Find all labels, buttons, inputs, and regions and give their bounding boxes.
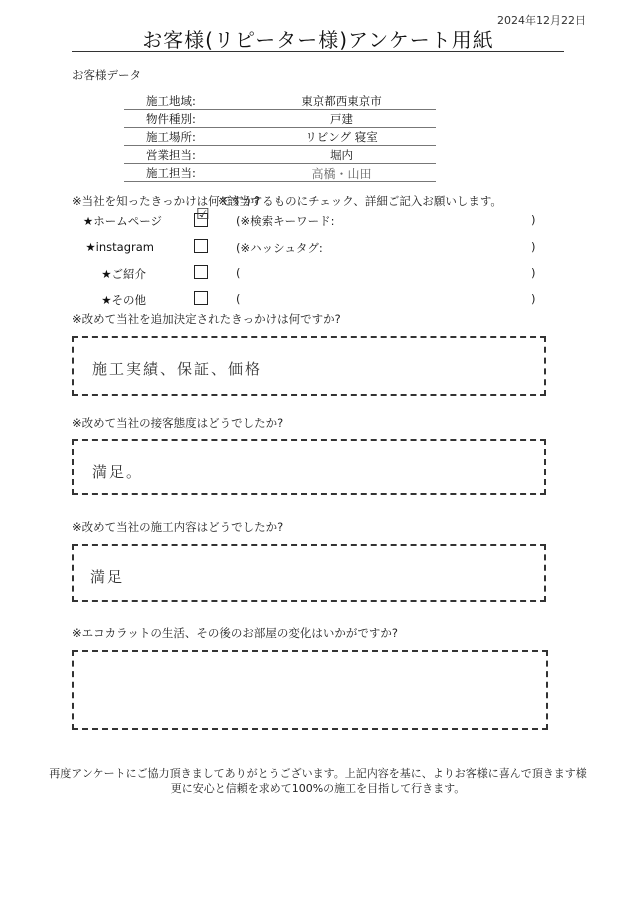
checkmark-icon: ☑ [196,205,210,223]
info-label: 施工担当: [146,166,196,180]
info-value: 戸建 [330,112,353,126]
info-label: 物件種別: [146,112,196,126]
footer-message-line1: 再度アンケートにご協力頂きましてありがとうございます。上記内容を基に、よりお客様に喜んで頂きます様 [49,767,587,780]
info-label: 施工場所: [146,130,196,144]
info-value-handwritten: 高橋・山田 [311,167,372,181]
q4-answer-text: 満足 [90,568,125,586]
customer-info-row-place [124,128,436,146]
option-close-paren: ) [531,213,536,227]
option-detail-homepage: (※検索キーワード: [236,214,335,228]
q1-note: ※該当するものにチェック、詳細ご記入お願いします。 [218,194,502,208]
customer-info-row-sales [124,146,436,164]
info-label: 営業担当: [146,148,196,162]
footer-message-line2: 更に安心と信頼を求めて100%の施工を目指して行きます。 [170,782,466,795]
checkbox-other[interactable] [194,291,208,305]
title-underline [72,51,564,52]
q3-question: ※改めて当社の接客態度はどうでしたか? [72,416,284,430]
customer-info-row-type [124,110,436,128]
customer-info-row-installer [124,164,436,182]
option-close-paren: ) [531,266,536,280]
customer-info-row-area [124,92,436,110]
q4-question: ※改めて当社の施工内容はどうでしたか? [72,520,284,534]
customer-section-label: お客様データ [72,68,141,82]
option-label-homepage: ★ホームページ [82,214,162,228]
info-label: 施工地域: [146,94,196,108]
option-label-instagram: ★instagram [85,240,154,254]
q2-question: ※改めて当社を追加決定されたきっかけは何ですか? [72,312,341,326]
option-label-referral: ★ご紹介 [101,267,146,281]
option-detail-other: ( [236,292,241,306]
q3-answer-box[interactable] [72,439,546,495]
survey-date: 2024年12月22日 [497,14,586,27]
q5-question: ※エコカラットの生活、その後のお部屋の変化はいかがですか? [72,626,399,640]
option-detail-referral: ( [236,266,241,280]
q3-answer-text: 満足。 [92,463,144,481]
info-value: 東京都西東京市 [301,94,382,108]
q2-answer-text: 施工実績、保証、価格 [92,360,263,378]
info-value: 堀内 [330,148,353,162]
checkbox-homepage[interactable] [194,205,210,227]
info-value: リビング 寝室 [305,130,378,144]
checkbox-instagram[interactable] [194,239,208,253]
q5-answer-box[interactable] [72,650,548,730]
option-close-paren: ) [531,292,536,306]
option-close-paren: ) [531,240,536,254]
page-title: お客様(リピーター様)アンケート用紙 [142,28,494,52]
q4-answer-box[interactable] [72,544,546,602]
q2-answer-box[interactable] [72,336,546,396]
q1-question: ※当社を知ったきっかけは何ですか? [72,194,261,208]
checkbox-referral[interactable] [194,265,208,279]
option-detail-instagram: (※ハッシュタグ: [236,241,323,255]
option-label-other: ★その他 [101,293,146,307]
